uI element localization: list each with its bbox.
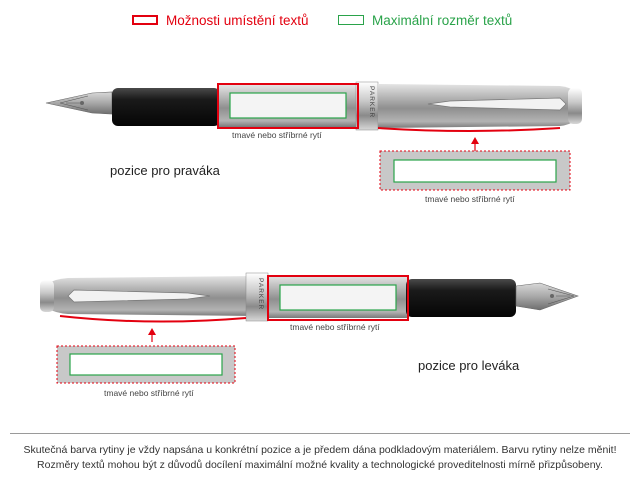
cap-max-size-frame	[394, 160, 556, 182]
placement-frame-cap	[60, 316, 246, 322]
position-label-left-handed: pozice pro leváka	[418, 358, 520, 373]
footer-divider	[10, 433, 630, 434]
body-engraving-note: tmavé nebo stříbrné rytí	[232, 130, 322, 140]
pen-nib-icon	[516, 283, 578, 310]
pen-brand-text: PARKER	[368, 86, 375, 119]
footer-note-2: Rozměry textů mohou být z důvodů docílení maximální možné kvality a technologické proveditelnosti mírně přizpůsobeny.	[37, 459, 603, 471]
max-size-frame-body	[280, 285, 396, 310]
cap-engraving-note: tmavé nebo stříbrné rytí	[425, 194, 515, 204]
max-size-frame-body	[230, 93, 346, 118]
body-engraving-note: tmavé nebo stříbrné rytí	[290, 322, 380, 332]
footer-note-1: Skutečná barva rytiny je vždy napsána u konkrétní pozice a je předem dána podkladovým materiálem. Barvu rytiny nelze měnit!	[23, 444, 617, 456]
arrow-up-icon	[148, 328, 156, 335]
legend-max-size-label: Maximální rozměr textů	[372, 12, 513, 28]
cap-engraving-note: tmavé nebo stříbrné rytí	[104, 388, 194, 398]
cap-max-size-frame	[70, 354, 222, 375]
position-label-right-handed: pozice pro praváka	[110, 163, 220, 178]
pen-grip	[112, 88, 220, 126]
placement-frame-cap	[378, 128, 560, 131]
pen-brand-text: PARKER	[257, 278, 264, 311]
arrow-up-icon	[471, 137, 479, 144]
pen-grip	[406, 279, 516, 317]
legend-placement-label: Možnosti umístění textů	[166, 12, 309, 28]
